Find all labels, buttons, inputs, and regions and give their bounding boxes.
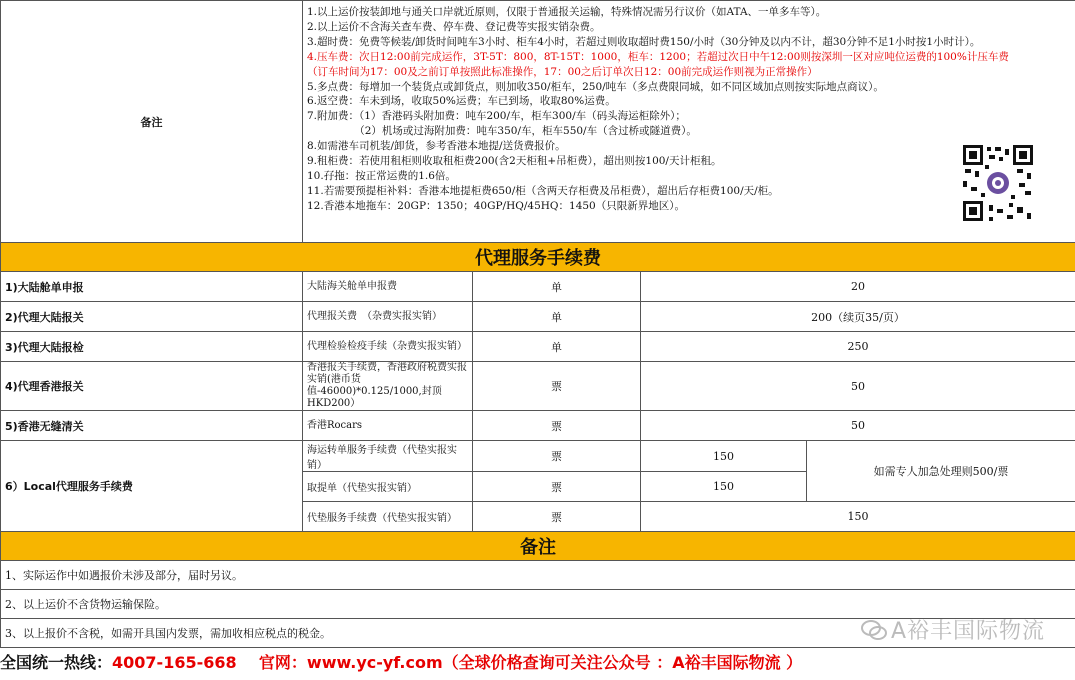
- wechat-icon: [861, 619, 887, 641]
- agency-row-label: 1)大陆舱单申报: [1, 272, 303, 302]
- agency-row-unit: 单: [473, 332, 641, 362]
- agency-row-item: 香港Rocars: [303, 411, 473, 441]
- note-line: 7.附加费：（1）香港码头附加费：吨车200/车，柜车300/车（码头海运柜除外）；: [307, 110, 686, 123]
- remark-row: [1, 561, 1075, 590]
- local-row-item: 代垫服务手续费（代垫实报实销）: [303, 502, 473, 532]
- agency-row-label: 2)代理大陆报关: [1, 302, 303, 332]
- agency-row-price: 200（续页35/页）: [641, 302, 1075, 332]
- local-row-price: 150: [641, 502, 1075, 532]
- note-line: 2.以上运价不含海关查车费、停车费、登记费等实报实销杂费。: [307, 20, 601, 33]
- local-row-item: 海运转单服务手续费（代垫实报实销）: [303, 441, 473, 472]
- agency-row-price: 250: [641, 332, 1075, 362]
- hotline-label: 全国统一热线：: [0, 653, 113, 672]
- agency-section-title: 代理服务手续费: [1, 243, 1075, 272]
- agency-row-unit: 票: [473, 362, 641, 411]
- note-line: 4.压车费：次日12:00前完成运作，3T-5T：800，8T-15T：1000，柜车：1200；若超过次日中午12:00则按深圳一区对应吨位运费的100%计压车费: [307, 50, 1009, 63]
- note-line: （2）机场或过海附加费：吨车350/车，柜车550/车（含过桥或隧道费）。: [307, 125, 697, 138]
- remarks-section-header: [1, 532, 1075, 561]
- note-line: 6.返空费：车未到场，收取50%运费；车已到场，收取80%运费。: [307, 95, 616, 108]
- remark-text: 1、实际运作中如遇报价未涉及部分，届时另议。: [1, 561, 1075, 590]
- agency-row-item: 大陆海关舱单申报费: [303, 272, 473, 302]
- agency-row-unit: 单: [473, 302, 641, 332]
- watermark: [861, 614, 1045, 645]
- local-row: [1, 441, 1075, 472]
- watermark-text: A裕丰国际物流: [890, 619, 1045, 644]
- agency-row: [1, 362, 1075, 411]
- agency-row: [1, 272, 1075, 302]
- agency-section-header: [1, 243, 1075, 272]
- note-line: 9.租柜费：若使用租柜则收取租柜费200(含2天柜租+吊柜费），超出则按100/天计柜租。: [307, 155, 722, 168]
- agency-row-label: 4)代理香港报关: [1, 362, 303, 411]
- local-row-unit: 票: [473, 502, 641, 532]
- agency-row-price: 50: [641, 411, 1075, 441]
- note-line: 12.香港本地拖车：20GP：1350；40GP/HQ/45HQ：1450（只限新界地区）。: [307, 199, 685, 212]
- note-line: 5.多点费：每增加一个装货点或卸货点，则加收350/柜车，250/吨车（多点费限同城，如不同区域加点则按实际地点商议）。: [307, 80, 884, 93]
- footer-bar: [0, 648, 1075, 680]
- note-line: 8.如需港车司机装/卸货，参考香港本地提/送货费报价。: [307, 140, 566, 153]
- agency-row-unit: 单: [473, 272, 641, 302]
- note-line: 3.超时费：免费等候装/卸货时间吨车3小时、柜车4小时，若超过则收取超时费150/小时（30分钟及以内不计，超30分钟不足1小时按1小时计）。: [307, 35, 981, 48]
- note-line: （订车时间为17：00及之前订单按照此标准操作，17：00之后订单次日12：00前完成运作则视为正常操作）: [307, 65, 818, 78]
- note-line: 1.以上运价按装卸地与通关口岸就近原则，仅限于普通报关运输，特殊情况需另行议价（如ATA、一单多车等）。: [307, 6, 827, 18]
- agency-row: [1, 332, 1075, 362]
- local-row-price: 150: [641, 472, 807, 502]
- agency-row-price: 50: [641, 362, 1075, 411]
- local-row-unit: 票: [473, 472, 641, 502]
- agency-row-label: 5)香港无缝清关: [1, 411, 303, 441]
- local-extra-note: 如需专人加急处理则500/票: [807, 441, 1075, 502]
- local-row-item: 取提单（代垫实报实销）: [303, 472, 473, 502]
- agency-row: [1, 302, 1075, 332]
- agency-row-item: 代理检验检疫手续（杂费实报实销）: [303, 332, 473, 362]
- agency-row-item: 代理报关费 （杂费实报实销）: [303, 302, 473, 332]
- remarks-section-title: 备注: [1, 532, 1075, 561]
- note-line: 10.孖拖：按正常运费的1.6倍。: [307, 169, 456, 182]
- local-row-price: 150: [641, 441, 807, 472]
- notes-cell: [303, 1, 1075, 243]
- agency-row-label: 3)代理大陆报检: [1, 332, 303, 362]
- agency-row: [1, 411, 1075, 441]
- local-label: 6）Local代理服务手续费: [1, 441, 303, 532]
- site-label: 官网：: [258, 653, 307, 672]
- qr-code-icon: [961, 143, 1035, 223]
- hotline-number: 4007-165-668: [112, 653, 237, 672]
- remark-text: 2、以上运价不含货物运输保险。: [1, 590, 1075, 619]
- site-url[interactable]: www.yc-yf.com: [306, 653, 443, 672]
- notes-row: [1, 1, 1075, 243]
- agency-row-item: 香港报关手续费，香港政府税费实报实销(港币货值-46000)*0.125/1000,封顶HKD200）: [303, 362, 473, 411]
- local-row-unit: 票: [473, 441, 641, 472]
- notes-list: [307, 5, 1071, 214]
- remark-text: 3、以上报价不含税，如需开具国内发票，需加收相应税点的税金。: [1, 619, 1075, 648]
- follow-note: （全球价格查询可关注公众号 ：A裕丰国际物流 ）: [442, 653, 803, 672]
- notes-header-label: 备注: [1, 1, 303, 243]
- note-line: 11.若需要预提柜补料：香港本地提柜费650/柜（含两天存柜费及吊柜费），超出后存柜费100/天/柜。: [307, 184, 779, 197]
- agency-row-unit: 票: [473, 411, 641, 441]
- agency-row-price: 20: [641, 272, 1075, 302]
